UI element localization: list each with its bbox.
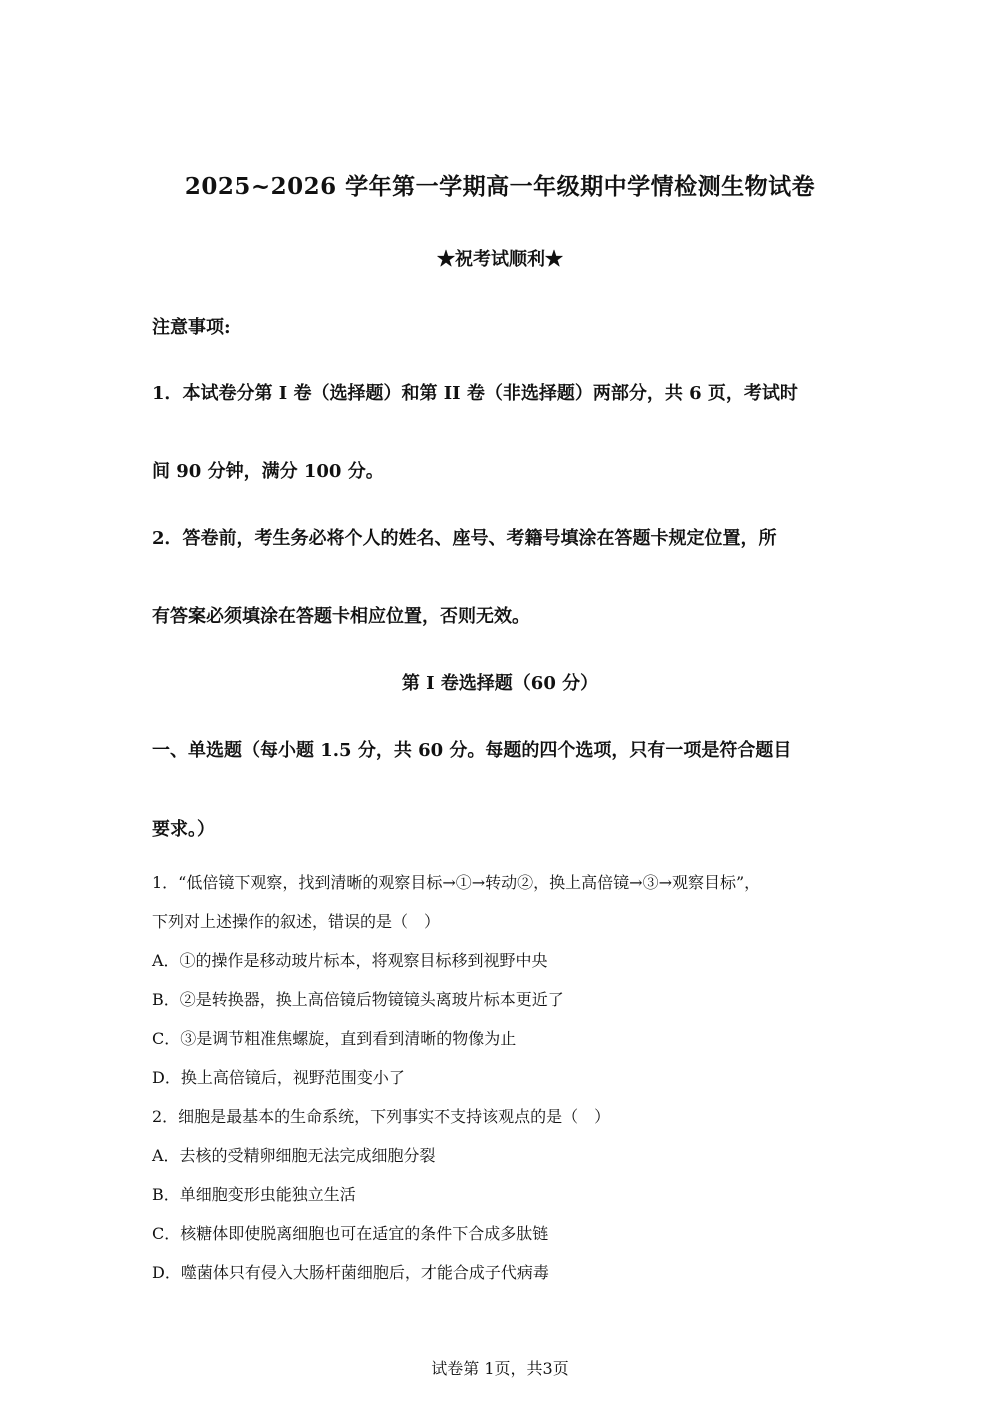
notice-item-1-line-1: 1．本试卷分第 I 卷（选择题）和第 II 卷（非选择题）两部分，共 6 页，考试时 [152, 383, 798, 404]
notice-item-2-line-2: 有答案必须填涂在答题卡相应位置，否则无效。 [152, 606, 530, 627]
question-2-option-d: D．噬菌体只有侵入大肠杆菌细胞后，才能合成子代病毒 [152, 1263, 549, 1282]
part-one-title: 第 I 卷选择题（60 分） [401, 673, 599, 694]
exam-title: 2025~2026 学年第一学期高一年级期中学情检测生物试卷 [184, 173, 816, 200]
question-1-stem-line-2: 下列对上述操作的叙述，错误的是（ ） [152, 912, 441, 931]
question-1-option-a: A．①的操作是移动玻片标本，将观察目标移到视野中央 [152, 951, 548, 970]
question-2-option-c: C．核糖体即使脱离细胞也可在适宜的条件下合成多肽链 [152, 1224, 549, 1243]
question-2-stem: 2．细胞是最基本的生命系统，下列事实不支持该观点的是（ ） [152, 1107, 611, 1126]
notice-item-1-line-2: 间 90 分钟，满分 100 分。 [152, 461, 384, 482]
question-2-option-a: A．去核的受精卵细胞无法完成细胞分裂 [152, 1146, 436, 1165]
page-footer: 试卷第 1页，共3页 [431, 1359, 569, 1378]
good-luck-line: ★祝考试顺利★ [437, 249, 563, 270]
section-instruction-line-1: 一、单选题（每小题 1.5 分，共 60 分。每题的四个选项，只有一项是符合题目 [152, 740, 792, 761]
question-1-option-d: D．换上高倍镜后，视野范围变小了 [152, 1068, 405, 1087]
question-1-option-c: C．③是调节粗准焦螺旋，直到看到清晰的物像为止 [152, 1029, 517, 1048]
question-1-option-b: B．②是转换器，换上高倍镜后物镜镜头离玻片标本更近了 [152, 990, 564, 1009]
question-1-stem-line-1: 1．“低倍镜下观察，找到清晰的观察目标→①→转动②，换上高倍镜→③→观察目标”， [152, 873, 761, 892]
question-2-option-b: B．单细胞变形虫能独立生活 [152, 1185, 356, 1204]
notice-heading: 注意事项: [152, 317, 231, 338]
notice-item-2-line-1: 2．答卷前，考生务必将个人的姓名、座号、考籍号填涂在答题卡规定位置，所 [152, 528, 777, 549]
section-instruction-line-2: 要求。） [152, 819, 215, 840]
